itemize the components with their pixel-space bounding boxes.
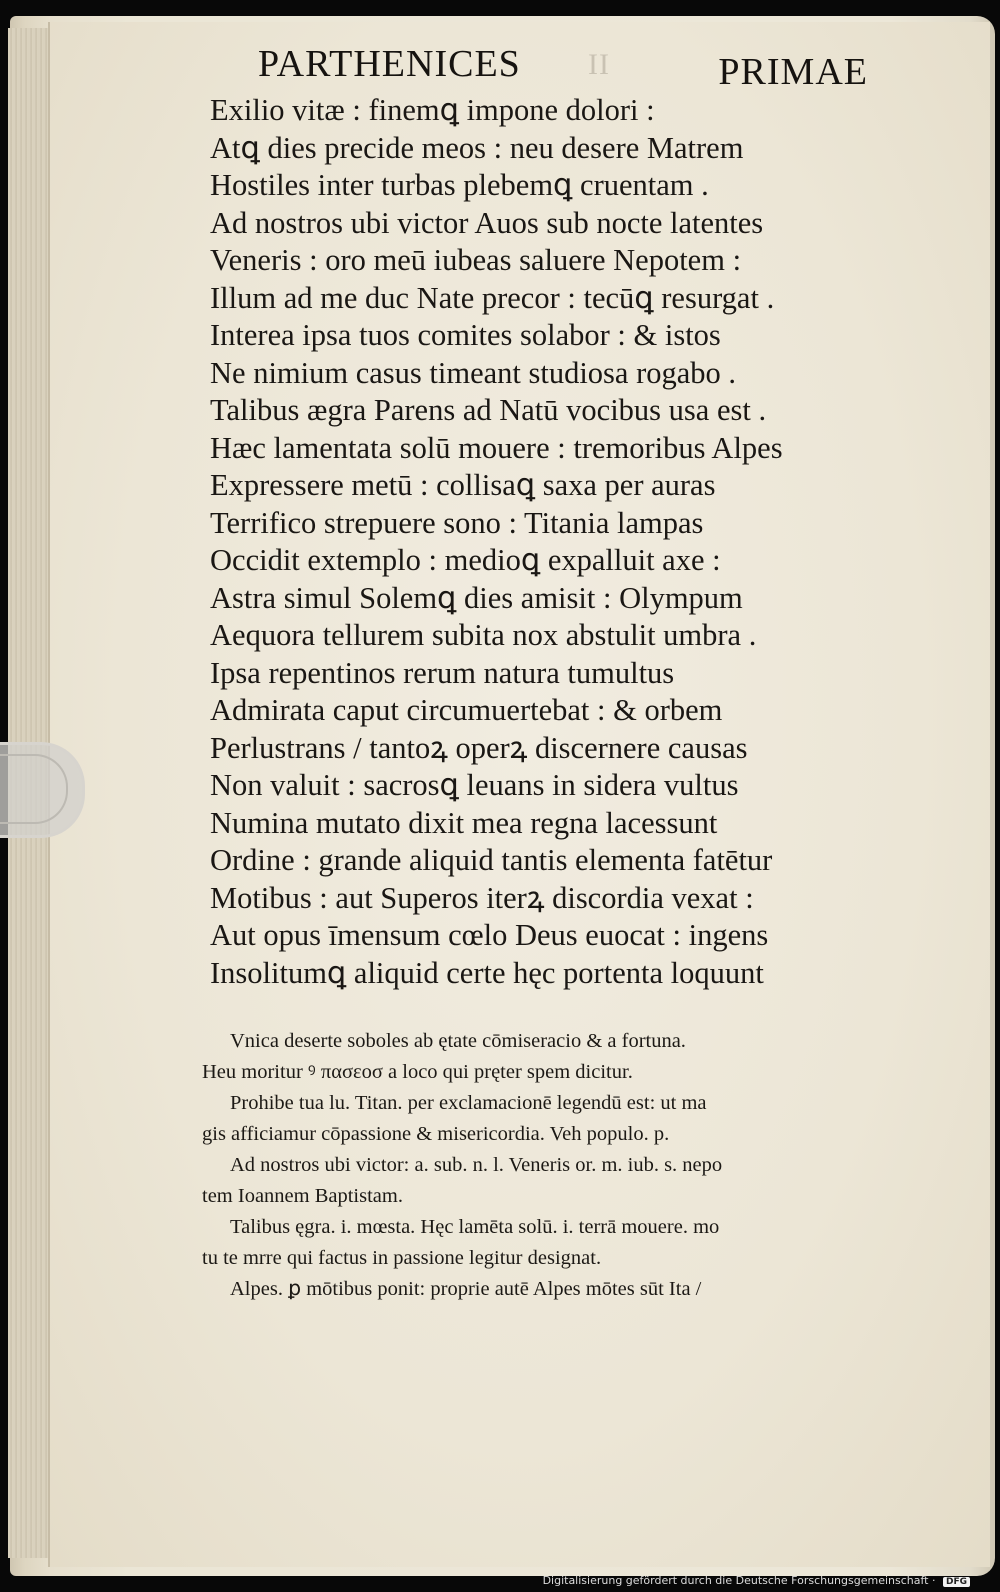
verse-line: Non valuit : sacrosꝗ leuans in sidera vultus [210,768,739,802]
running-head-left: PARTHENICES [258,43,521,85]
commentary-block [202,1026,902,1305]
verse-line: Ne nimium casus timeant studiosa rogabo . [210,355,737,390]
verse-line: Veneris : oro meū iubeas saluere Nepotem : [210,243,742,277]
verse-line: Expressere metū : collisaꝗ saxa per auras [210,468,716,502]
bookmark-tab-inner [0,754,68,824]
verse-line: Ad nostros ubi victor Auos sub nocte latentes [210,205,764,240]
commentary-line: Vnica deserte soboles ab ętate cōmiseracio & a fortuna. [230,1030,686,1052]
running-head-mark: II [588,48,610,81]
verse-line: Ordine : grande aliquid tantis elementa fatētur [210,843,773,877]
verse-line: Perlustrans / tantoꝝ operꝝ discernere causas [210,730,748,765]
verse-line: Insolitumꝗ aliquid certe hęc portenta loquunt [210,955,764,990]
dfg-logo: DFG [943,1577,970,1587]
verse-line: Astra simul Solemꝗ dies amisit : Olympum [210,580,743,615]
verse-line: Terrifico strepuere sono : Titania lampas [210,505,704,540]
verse-line: Admirata caput circumuertebat : & orbem [210,693,723,727]
running-head [258,42,868,92]
verse-line: Exilio vitæ : finemꝗ impone dolori : [210,93,655,127]
running-head-right: PRIMAE [718,51,868,93]
commentary-line: Talibus ęgra. i. mœsta. Hęc lamēta solū. i. terrā mouere. mo [230,1216,720,1238]
footer-credit [543,1574,970,1590]
verse-line: Aequora tellurem subita nox abstulit umbra . [210,618,757,652]
verse-line: Atꝗ dies precide meos : neu desere Matrem [210,130,744,165]
footer-credit-text: Digitalisierung gefördert durch die Deutsche Forschungsgemeinschaft · [542,1574,936,1587]
commentary-line: Heu moritur ꝰ πασεοσ a loco qui pręter spem dicitur. [202,1061,633,1083]
verse-line: Hostiles inter turbas plebemꝗ cruentam . [210,168,709,202]
commentary-line: Alpes. ꝑ mōtibus ponit: proprie autē Alpes mōtes sūt Ita / [230,1278,702,1300]
commentary-line: Ad nostros ubi victor: a. sub. n. l. Veneris or. m. iub. s. nepo [230,1154,723,1176]
verse-text-block [210,92,910,992]
commentary-line: tem Ioannem Baptistam. [202,1185,403,1207]
verse-line: Motibus : aut Superos iterꝝ discordia vexat : [210,880,754,915]
verse-line: Ipsa repentinos rerum natura tumultus [210,655,675,690]
verse-line: Talibus ægra Parens ad Natū vocibus usa est . [210,393,767,427]
verse-line: Aut opus īmensum cœlo Deus euocat : ingens [210,918,769,952]
verse-line: Illum ad me duc Nate precor : tecūꝗ resurgat . [210,280,775,315]
verse-line: Numina mutato dixit mea regna lacessunt [210,805,718,840]
commentary-line: tu te mrre qui factus in passione legitur designat. [202,1247,602,1269]
verse-line: Occidit extemplo : medioꝗ expalluit axe : [210,543,721,577]
commentary-line: Prohibe tua lu. Titan. per exclamacionē legendū est: ut ma [230,1092,707,1114]
verse-line: Interea ipsa tuos comites solabor : & istos [210,318,721,352]
verse-line: Hæc lamentata solū mouere : tremoribus Alpes [210,430,783,465]
commentary-line: gis afficiamur cōpassione & misericordia. Veh populo. p. [202,1123,670,1145]
